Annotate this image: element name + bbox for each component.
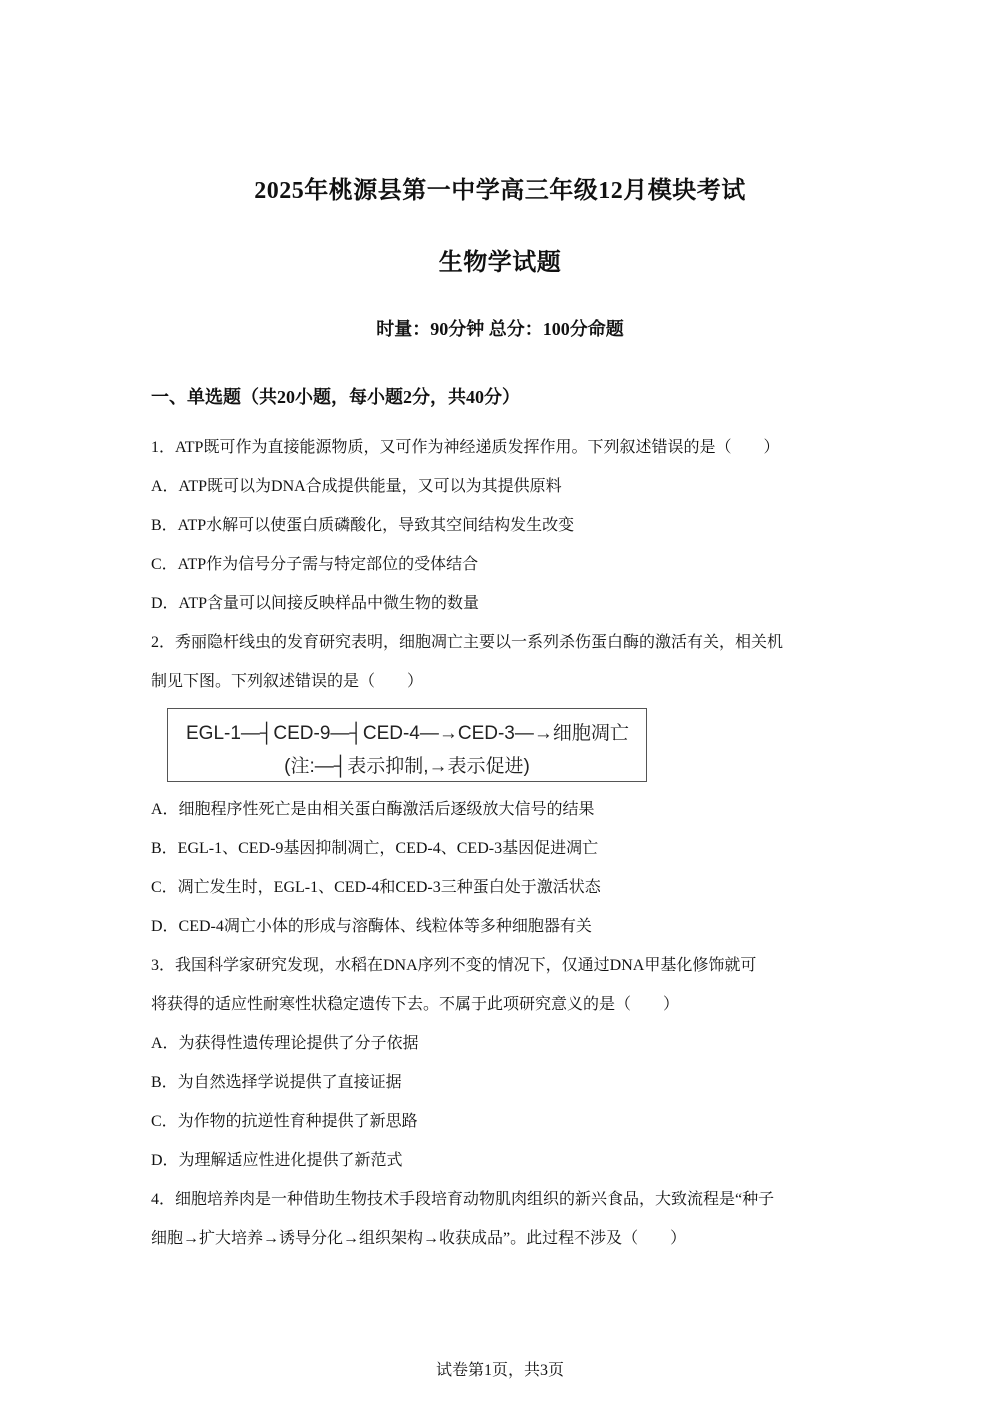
question-4-stem-line-1: 4．细胞培养肉是一种借助生物技术手段培育动物肌肉组织的新兴食品，大致流程是“种子 xyxy=(151,1191,775,1208)
question-3-option-b: B．为自然选择学说提供了直接证据 xyxy=(151,1074,402,1091)
question-2-stem-line-1: 2．秀丽隐杆线虫的发育研究表明，细胞凋亡主要以一系列杀伤蛋白酶的激活有关，相关机 xyxy=(151,634,784,651)
exam-meta: 时量：90分钟 总分：100分命题 xyxy=(376,319,624,339)
question-1-stem: 1．ATP既可作为直接能源物质，又可作为神经递质发挥作用。下列叙述错误的是（ ） xyxy=(151,439,780,456)
question-3-stem-line-2: 将获得的适应性耐寒性状稳定遗传下去。不属于此项研究意义的是（ ） xyxy=(151,996,680,1013)
section-heading: 一、单选题（共20小题，每小题2分，共40分） xyxy=(151,387,520,407)
question-4-stem-line-2: 细胞→扩大培养→诱导分化→组织架构→收获成品”。此过程不涉及（ ） xyxy=(151,1230,687,1247)
pathway-diagram-legend: (注:—┤表示抑制,→表示促进) xyxy=(284,756,530,777)
exam-subtitle: 生物学试题 xyxy=(438,250,562,276)
question-3-option-a: A．为获得性遗传理论提供了分子依据 xyxy=(151,1035,419,1052)
question-3-option-d: D．为理解适应性进化提供了新范式 xyxy=(151,1152,403,1169)
page-footer: 试卷第1页，共3页 xyxy=(435,1362,564,1379)
question-2-option-d: D．CED-4凋亡小体的形成与溶酶体、线粒体等多种细胞器有关 xyxy=(151,918,592,935)
pathway-diagram-text: EGL-1—┤CED-9—┤CED-4—→CED-3—→细胞凋亡 xyxy=(186,723,629,744)
question-3-option-c: C．为作物的抗逆性育种提供了新思路 xyxy=(151,1113,418,1130)
question-2-option-a: A．细胞程序性死亡是由相关蛋白酶激活后逐级放大信号的结果 xyxy=(151,801,595,818)
question-2-option-b: B．EGL-1、CED-9基因抑制凋亡，CED-4、CED-3基因促进凋亡 xyxy=(151,840,599,857)
question-1-option-a: A．ATP既可以为DNA合成提供能量，又可以为其提供原料 xyxy=(151,478,562,495)
question-1-option-c: C．ATP作为信号分子需与特定部位的受体结合 xyxy=(151,556,479,573)
question-1-option-b: B．ATP水解可以使蛋白质磷酸化，导致其空间结构发生改变 xyxy=(151,517,575,534)
question-2-option-c: C．凋亡发生时，EGL-1、CED-4和CED-3三种蛋白处于激活状态 xyxy=(151,879,601,896)
apoptosis-pathway-figure xyxy=(167,708,647,782)
question-3-stem-line-1: 3．我国科学家研究发现，水稻在DNA序列不变的情况下，仅通过DNA甲基化修饰就可 xyxy=(151,957,757,974)
question-1-option-d: D．ATP含量可以间接反映样品中微生物的数量 xyxy=(151,595,480,612)
exam-title: 2025年桃源县第一中学高三年级12月模块考试 xyxy=(254,178,746,204)
question-2-stem-line-2: 制见下图。下列叙述错误的是（ ） xyxy=(151,673,424,690)
